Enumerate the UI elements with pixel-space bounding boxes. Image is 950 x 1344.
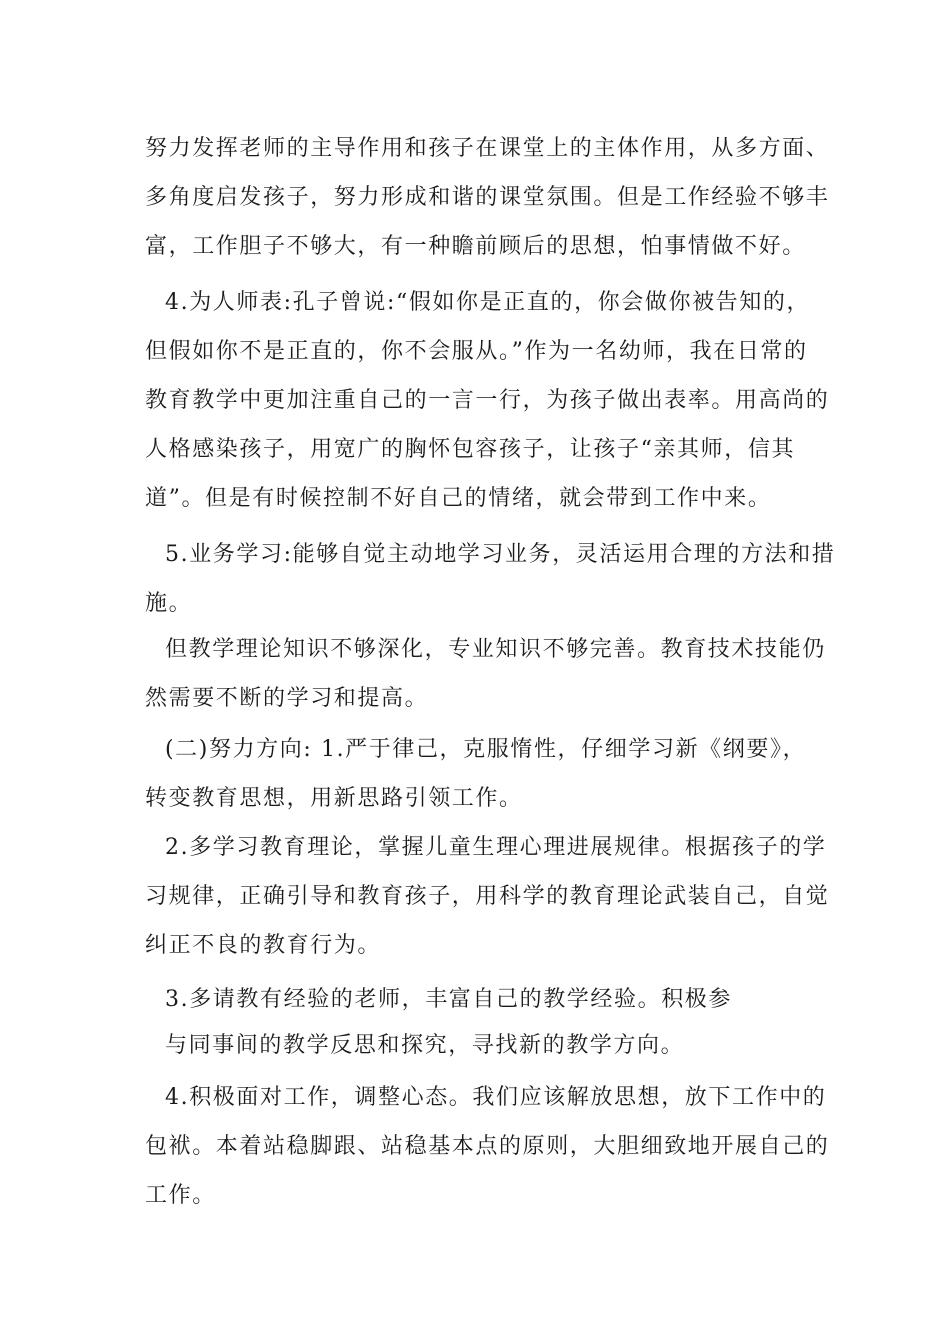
text-line: 与同事间的教学反思和探究，寻找新的教学方向。 xyxy=(165,1033,685,1058)
text-line: 道”。但是有时候控制不好自己的情绪，就会带到工作中来。 xyxy=(145,486,772,511)
text-line: 3.多请教有经验的老师，丰富自己的教学经验。积极参 xyxy=(165,987,732,1012)
text-line: 工作。 xyxy=(145,1183,216,1208)
text-line: 然需要不断的学习和提高。 xyxy=(145,686,429,711)
text-line: 2.多学习教育理论，掌握儿童生理心理进展规律。根据孩子的学 xyxy=(165,835,827,860)
text-line: 但教学理论知识不够深化，专业知识不够完善。教育技术技能仍 xyxy=(165,637,826,662)
text-line: 努力发挥老师的主导作用和孩子在课堂上的主体作用，从多方面、 xyxy=(145,136,830,161)
text-line: 人格感染孩子，用宽广的胸怀包容孩子，让孩子“亲其师，信其 xyxy=(145,437,796,462)
text-line: 富，工作胆子不够大，有一种瞻前顾后的思想，怕事情做不好。 xyxy=(145,234,806,259)
text-line: 但假如你不是正直的，你不会服从。”作为一名幼师，我在日常的 xyxy=(145,339,808,364)
text-line: 习规律，正确引导和教育孩子，用科学的教育理论武装自己，自觉 xyxy=(145,884,830,909)
text-line: 4.为人师表:孔子曾说:“假如你是正直的，你会做你被告知的， xyxy=(165,290,811,315)
text-line: 转变教育思想，用新思路引领工作。 xyxy=(145,786,523,811)
text-line: 施。 xyxy=(145,591,193,616)
text-line: 教育教学中更加注重自己的一言一行，为孩子做出表率。用高尚的 xyxy=(145,388,830,413)
text-line: (二)努力方向: 1.严于律己，克服惰性，仔细学习新《纲要》， xyxy=(165,737,807,762)
text-line: 5.业务学习:能够自觉主动地学习业务，灵活运用合理的方法和措 xyxy=(165,542,836,567)
text-line: 包袱。本着站稳脚跟、站稳基本点的原则，大胆细致地开展自己的 xyxy=(145,1134,830,1159)
text-line: 纠正不良的教育行为。 xyxy=(145,933,382,958)
text-line: 多角度启发孩子，努力形成和谐的课堂氛围。但是工作经验不够丰 xyxy=(145,185,830,210)
text-line: 4.积极面对工作，调整心态。我们应该解放思想，放下工作中的 xyxy=(165,1085,827,1110)
